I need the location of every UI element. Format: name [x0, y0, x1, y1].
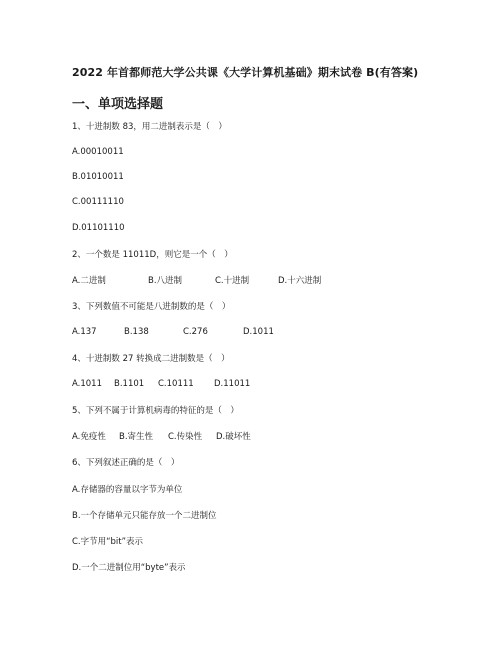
- question-3-option-d: D.1011: [243, 327, 274, 337]
- question-6-option-a: A.存储器的容量以字节为单位: [72, 485, 183, 495]
- question-2-option-d: D.十六进制: [278, 276, 322, 286]
- question-4-option-a: A.1011: [72, 379, 102, 389]
- question-1-option-b: B.01010011: [72, 172, 124, 182]
- question-1-option-a: A.00010011: [72, 147, 124, 157]
- question-4-option-c: C.10111: [158, 379, 194, 389]
- question-6-option-c: C.字节用“bit”表示: [72, 537, 144, 547]
- question-5-option-c: C.传染性: [168, 432, 203, 442]
- question-5-stem: 5、下列不属于计算机病毒的特征的是（ ）: [72, 406, 239, 416]
- question-2-option-b: B.八进制: [148, 276, 183, 286]
- question-4-option-d: D.11011: [214, 379, 251, 389]
- question-6-stem: 6、下列叙述正确的是（ ）: [72, 458, 180, 468]
- question-2-option-c: C.十进制: [215, 276, 250, 286]
- question-6-option-b: B.一个存储单元只能存放一个二进制位: [72, 511, 217, 521]
- question-5-option-b: B.寄生性: [119, 432, 154, 442]
- question-6-option-d: D.一个二进制位用“byte”表示: [72, 563, 186, 573]
- question-3-option-a: A.137: [72, 327, 97, 337]
- question-1-option-c: C.00111110: [72, 197, 124, 207]
- question-4-option-b: B.1101: [114, 379, 145, 389]
- question-3-option-c: C.276: [183, 327, 208, 337]
- question-3-stem: 3、下列数值不可能是八进制数的是（ ）: [72, 302, 231, 312]
- question-5-option-a: A.免疫性: [72, 432, 106, 442]
- question-1-stem: 1、十进制数 83，用二进制表示是（ ）: [72, 122, 227, 132]
- question-4-stem: 4、十进制数 27 转换成二进制数是（ ）: [72, 354, 230, 364]
- question-3-option-b: B.138: [124, 327, 149, 337]
- question-2-stem: 2、一个数是 11011D，则它是一个（ ）: [72, 250, 233, 260]
- question-2-option-a: A.二进制: [72, 276, 106, 286]
- question-1-option-d: D.01101110: [72, 223, 125, 233]
- section-heading: 一、单项选择题: [72, 97, 164, 112]
- exam-title: 2022 年首都师范大学公共课《大学计算机基础》期末试卷 B(有答案): [72, 66, 419, 79]
- question-5-option-d: D.破坏性: [216, 432, 251, 442]
